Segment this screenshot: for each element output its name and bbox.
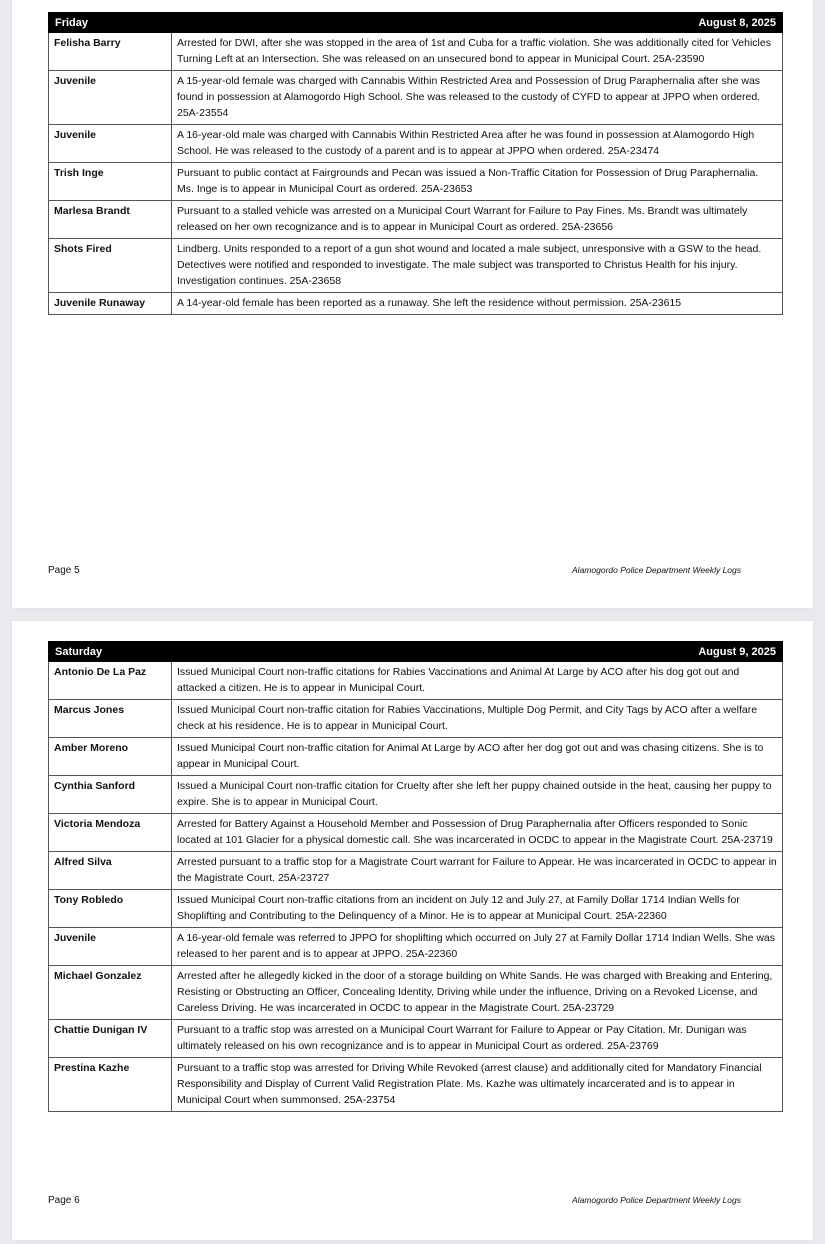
page-number: Page 6 [48,1195,80,1206]
entry-name: Juvenile [49,71,172,125]
log-entry-row [49,700,783,738]
date-heading: August 8, 2025 [172,13,783,33]
entry-description: Issued Municipal Court non-traffic citations from an incident on July 12 and July 27, at Family Dollar 1714 Indian Wells for Shoplifting and Contributing to the Delinquency of a Minor. He is to appear at Municipal Court. 25A-22360 [172,890,783,928]
entry-name: Amber Moreno [49,738,172,776]
entry-name: Chattie Dunigan IV [49,1020,172,1058]
entry-description: Issued Municipal Court non-traffic citations for Rabies Vaccinations and Animal At Large by ACO after his dog got out and attacked a citizen. He is to appear in Municipal Court. [172,662,783,700]
date-heading: August 9, 2025 [172,642,783,662]
entry-description: A 14-year-old female has been reported as a runaway. She left the residence without permission. 25A-23615 [172,293,783,315]
entry-name: Cynthia Sanford [49,776,172,814]
log-entry-row [49,1058,783,1112]
entry-name: Juvenile [49,928,172,966]
log-entry-row [49,71,783,125]
entry-description: Pursuant to a traffic stop was arrested on a Municipal Court Warrant for Failure to Appear or Pay Citation. Mr. Dunigan was ultimately released on his own recognizance and is to appear in Municipal Court as ordered. 25A-23769 [172,1020,783,1058]
entry-name: Michael Gonzalez [49,966,172,1020]
log-entry-row [49,890,783,928]
entry-description: A 16-year-old female was referred to JPPO for shoplifting which occurred on July 27 at Family Dollar 1714 Indian Wells. She was released to her parent and is to appear at JPPO. 25A-22360 [172,928,783,966]
entry-description: Issued Municipal Court non-traffic citation for Rabies Vaccinations, Multiple Dog Permit, and City Tags by ACO after a welfare check at his residence. He is to appear in Municipal Court. [172,700,783,738]
log-entry-row [49,852,783,890]
entry-description: A 16-year-old male was charged with Cannabis Within Restricted Area after he was found in possession at Alamogordo High School. He was released to the custody of a parent and is to appear at JPPO when ordered. 25A-23474 [172,125,783,163]
entry-description: Pursuant to a stalled vehicle was arrested on a Municipal Court Warrant for Failure to Pay Fines. Ms. Brandt was ultimately released on her own recognizance and is to appear in Municipal Court as ordered. 25A-23656 [172,201,783,239]
entry-name: Trish Inge [49,163,172,201]
entry-description: Pursuant to public contact at Fairgrounds and Pecan was issued a Non-Traffic Citation for Possession of Drug Paraphernalia. Ms. Inge is to appear in Municipal Court as ordered. 25A-23653 [172,163,783,201]
document-page-6 [12,621,813,1240]
entry-name: Tony Robledo [49,890,172,928]
log-entry-row [49,201,783,239]
footer-document-title: Alamogordo Police Department Weekly Logs [572,1195,741,1205]
daily-log-table-friday [48,12,783,315]
entry-description: Lindberg. Units responded to a report of a gun shot wound and located a male subject, unresponsive with a GSW to the head. Detectives were notified and responded to investigate. The male subject was transported to Christus Health for his injury. Investigation continues. 25A-23658 [172,239,783,293]
log-entry-row [49,1020,783,1058]
log-entry-row [49,163,783,201]
log-entry-row [49,928,783,966]
day-header-row [49,13,783,33]
daily-log-table-saturday [48,641,783,1112]
entry-description: Issued a Municipal Court non-traffic citation for Cruelty after she left her puppy chained outside in the heat, causing her puppy to expire. She is to appear in Municipal Court. [172,776,783,814]
entry-name: Juvenile Runaway [49,293,172,315]
entry-description: A 15-year-old female was charged with Cannabis Within Restricted Area and Possession of Drug Paraphernalia after she was found in possession at Alamogordo High School. She was released to the custody of CYFD to appear at JPPO when ordered. 25A-23554 [172,71,783,125]
entry-description: Arrested after he allegedly kicked in the door of a storage building on White Sands. He was charged with Breaking and Entering, Resisting or Obstructing an Officer, Concealing Identity, Driving while under the influence, Driving on a Revoked License, and Careless Driving. He was incarcerated in OCDC to appear in the Magistrate Court. 25A-23729 [172,966,783,1020]
log-entry-row [49,814,783,852]
entry-description: Arrested for DWI, after she was stopped in the area of 1st and Cuba for a traffic violation. She was additionally cited for Vehicles Turning Left at an Intersection. She was released on an unsecured bond to appear in Municipal Court. 25A-23590 [172,33,783,71]
day-header-row [49,642,783,662]
entry-description: Arrested for Battery Against a Household Member and Possession of Drug Paraphernalia after Officers responded to Sonic located at 101 Glacier for a physical domestic call. She was incarcerated in OCDC to appear in the Magistrate Court. 25A-23719 [172,814,783,852]
log-entry-row [49,662,783,700]
log-entry-row [49,776,783,814]
log-entry-row [49,966,783,1020]
entry-name: Prestina Kazhe [49,1058,172,1112]
entry-name: Antonio De La Paz [49,662,172,700]
entry-description: Pursuant to a traffic stop was arrested for Driving While Revoked (arrest clause) and additionally cited for Mandatory Financial Responsibility and Display of Current Valid Registration Plate. Ms. Kazhe was ultimately incarcerated and is to appear in Municipal Court when summonsed. 25A-23754 [172,1058,783,1112]
log-entry-row [49,33,783,71]
day-heading: Saturday [49,642,172,662]
entry-name: Juvenile [49,125,172,163]
log-entry-row [49,293,783,315]
log-entry-row [49,125,783,163]
log-entry-row [49,738,783,776]
log-entry-row [49,239,783,293]
day-heading: Friday [49,13,172,33]
entry-description: Issued Municipal Court non-traffic citation for Animal At Large by ACO after her dog got out and was chasing citizens. She is to appear in Municipal Court. [172,738,783,776]
document-page-5 [12,0,813,608]
entry-name: Shots Fired [49,239,172,293]
entry-description: Arrested pursuant to a traffic stop for a Magistrate Court warrant for Failure to Appear. He was incarcerated in OCDC to appear in the Magistrate Court. 25A-23727 [172,852,783,890]
entry-name: Victoria Mendoza [49,814,172,852]
entry-name: Felisha Barry [49,33,172,71]
footer-document-title: Alamogordo Police Department Weekly Logs [572,565,741,575]
page-number: Page 5 [48,565,80,576]
entry-name: Marcus Jones [49,700,172,738]
entry-name: Alfred Silva [49,852,172,890]
entry-name: Marlesa Brandt [49,201,172,239]
